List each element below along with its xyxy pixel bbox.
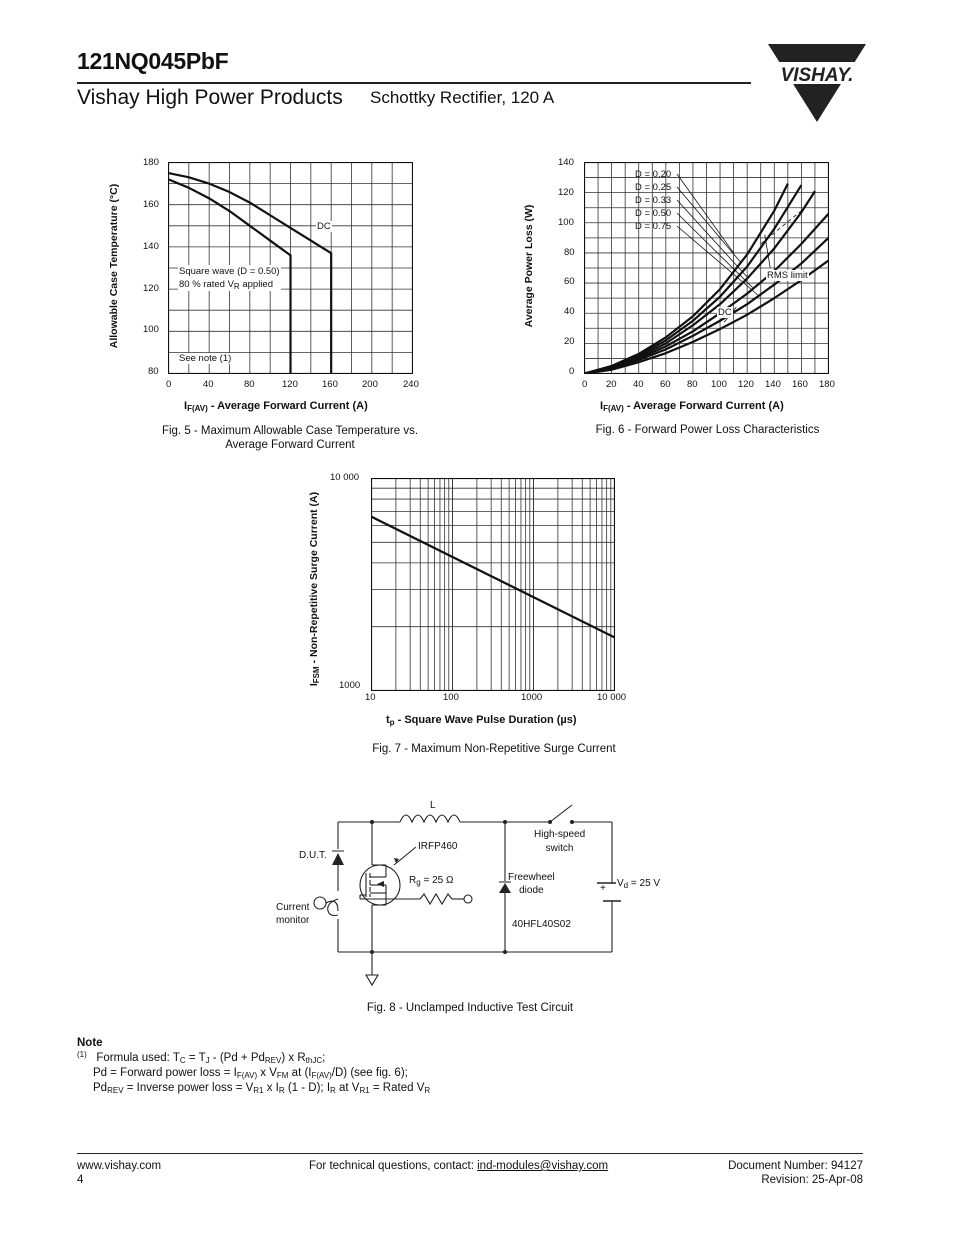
fig7-caption: Fig. 7 - Maximum Non-Repetitive Surge Current	[372, 743, 616, 755]
fig6-y-tick-100: 100	[558, 217, 574, 228]
fig6-plot-area	[584, 162, 829, 374]
fig6-dc-label: DC	[718, 307, 732, 318]
note-line-2: Pd = Forward power loss = $I_{F(AV)}$ x $V_{FM}$ at $(I_{F(AV)}/D)$ (see fig. 6);	[93, 1067, 408, 1080]
company-name: Vishay High Power Products	[77, 86, 343, 109]
fig5-x-tick-240: 240	[403, 379, 419, 390]
fig5-x-tick-120: 120	[282, 379, 298, 390]
fig6-x-tick-20: 20	[606, 379, 617, 390]
fig5-y-tick-140: 140	[143, 241, 159, 252]
fig6-y-tick-120: 120	[558, 187, 574, 198]
inductor-coil	[400, 815, 460, 822]
fig5-y-tick-160: 160	[143, 199, 159, 210]
dut-diode-symbol	[332, 853, 344, 865]
fig6-y-tick-0: 0	[569, 366, 575, 377]
fig8-rg-label: $R_g = 25$ Ω	[409, 875, 454, 887]
vishay-logo-icon	[768, 44, 866, 122]
fig6-y-tick-20: 20	[564, 336, 575, 347]
fig5-caption: Fig. 5 - Maximum Allowable Case Temperature vs. Average Forward Current	[161, 425, 419, 451]
fig8-plus-sign: +	[600, 883, 606, 894]
footer-website-link[interactable]: www.vishay.com	[77, 1160, 162, 1172]
fig6-y-tick-60: 60	[564, 276, 575, 287]
fig7-x-tick-100: 100	[443, 692, 459, 703]
fig5-y-axis-label: Allowable Case Temperature (°C)	[108, 183, 120, 349]
fig6-legend-d075: D = 0.75	[635, 221, 672, 232]
fig6-legend	[634, 168, 672, 233]
footer-left	[77, 1159, 161, 1187]
fig6-rms-label: RMS limit	[767, 270, 808, 281]
fig8-switch-label: High-speed switch	[534, 829, 586, 854]
footer-right	[663, 1159, 863, 1187]
fig6-x-axis-label: $I_{F(AV)}$ - Average Forward Current (A)	[600, 400, 784, 413]
fig7-y-tick-10000: 10 000	[330, 472, 360, 483]
fig5-x-tick-80: 80	[244, 379, 255, 390]
fig8-vd-label: $V_d = 25$ V	[617, 878, 661, 890]
fig7-x-axis-label: $t_p$ - Square Wave Pulse Duration (µs)	[386, 714, 577, 727]
fig8-mosfet-label: IRFP460	[418, 841, 458, 852]
fig8-circuit-diagram	[260, 795, 660, 995]
fig6-x-tick-140: 140	[765, 379, 781, 390]
fig8-caption: Fig. 8 - Unclamped Inductive Test Circuit	[366, 1002, 574, 1014]
fig5-square-wave-label: Square wave (D = 0.50) 80 % rated $V_R$ applied	[179, 266, 280, 291]
fig8-freewheel-part: 40HFL40S02	[512, 919, 571, 930]
fig6-x-tick-100: 100	[711, 379, 727, 390]
fig6-legend-d033: D = 0.33	[635, 195, 672, 206]
fig7-frame	[372, 479, 615, 691]
svg-text:VISHAY.: VISHAY.	[780, 65, 854, 86]
fig6-legend-pointer-1	[677, 187, 740, 262]
fig8-dut-label: D.U.T.	[299, 850, 327, 861]
fig5-y-tick-100: 100	[143, 324, 159, 335]
fig8-freewheel-label: Freewheel diode	[508, 872, 555, 896]
fig7-y-tick-1000: 1000	[339, 680, 361, 691]
fig5-x-tick-160: 160	[322, 379, 338, 390]
fig8-current-monitor-label: Current monitor	[276, 902, 310, 926]
note-block	[77, 1036, 430, 1096]
fig7-x-tick-1000: 1000	[521, 692, 543, 703]
fig8-inductor-label: L	[430, 800, 436, 811]
fig5-x-axis-label: $I_{F(AV)}$ - Average Forward Current (A)	[184, 400, 368, 413]
footer-contact: For technical questions, contact: ind-modules@vishay.com	[309, 1160, 609, 1172]
document-subtitle: Schottky Rectifier, 120 A	[370, 88, 555, 107]
fig5-y-tick-120: 120	[143, 283, 159, 294]
footer-rule	[77, 1153, 863, 1154]
fig6-x-tick-60: 60	[660, 379, 671, 390]
fig6-legend-d050: D = 0.50	[635, 208, 672, 219]
fig6-x-tick-40: 40	[633, 379, 644, 390]
fig6-x-tick-180: 180	[819, 379, 835, 390]
fig5-x-tick-200: 200	[362, 379, 378, 390]
fig7-series-0	[372, 517, 615, 638]
fig6-x-tick-80: 80	[687, 379, 698, 390]
fig6-x-tick-160: 160	[792, 379, 808, 390]
fig6-caption: Fig. 6 - Forward Power Loss Characteristics	[595, 424, 820, 436]
gate-resistor	[420, 894, 452, 904]
note-line-1: $^{(1)}$ Formula used: $T_C = T_J - (Pd + Pd_{REV})$ x $R_{thJC}$;	[77, 1050, 326, 1065]
note-line-3: $Pd_{REV}$ = Inverse power loss = $V_{R1}$ x $I_R$ (1 - D); $I_R$ at $V_{R1}$ = Rated $V_R$	[93, 1082, 431, 1095]
fig6-x-tick-0: 0	[582, 379, 588, 390]
high-speed-switch-blade	[550, 805, 572, 822]
fig5-dc-label: DC	[317, 221, 331, 232]
fig6-y-tick-80: 80	[564, 247, 575, 258]
note-title: Note	[77, 1037, 103, 1049]
vishay-logo	[768, 44, 866, 122]
part-number: 121NQ045PbF	[77, 48, 229, 74]
fig5-x-tick-0: 0	[166, 379, 172, 390]
fig6-legend-d025: D = 0.25	[635, 182, 672, 193]
fig6-x-tick-120: 120	[738, 379, 754, 390]
fig6-legend-pointer-2	[677, 200, 747, 277]
header-rule	[77, 82, 751, 84]
footer-email-link[interactable]: ind-modules@vishay.com	[477, 1160, 609, 1172]
fig6-y-tick-140: 140	[558, 157, 574, 168]
fig6-legend-pointer-4	[677, 226, 758, 295]
fig6-y-axis-label: Average Power Loss (W)	[523, 204, 535, 328]
footer-revision: Revision: 25-Apr-08	[761, 1174, 863, 1186]
fig7-x-tick-10000: 10 000	[597, 692, 627, 703]
fig5-y-tick-180: 180	[143, 157, 159, 168]
footer-page-number: 4	[77, 1174, 84, 1186]
fig6-y-tick-40: 40	[564, 306, 575, 317]
fig5-y-tick-80: 80	[148, 366, 159, 377]
fig7-plot-area	[371, 478, 615, 691]
fig7-x-tick-10: 10	[365, 692, 376, 703]
fig6-legend-pointer-3	[677, 213, 753, 288]
footer-doc-number: Document Number: 94127	[728, 1160, 863, 1172]
fig7-y-axis-label: $I_{FSM}$ - Non-Repetitive Surge Current (A)	[308, 491, 321, 687]
fig5-x-tick-40: 40	[203, 379, 214, 390]
fig6-legend-d020: D = 0.20	[635, 169, 672, 180]
fig5-see-note-label: See note (1)	[179, 353, 232, 364]
